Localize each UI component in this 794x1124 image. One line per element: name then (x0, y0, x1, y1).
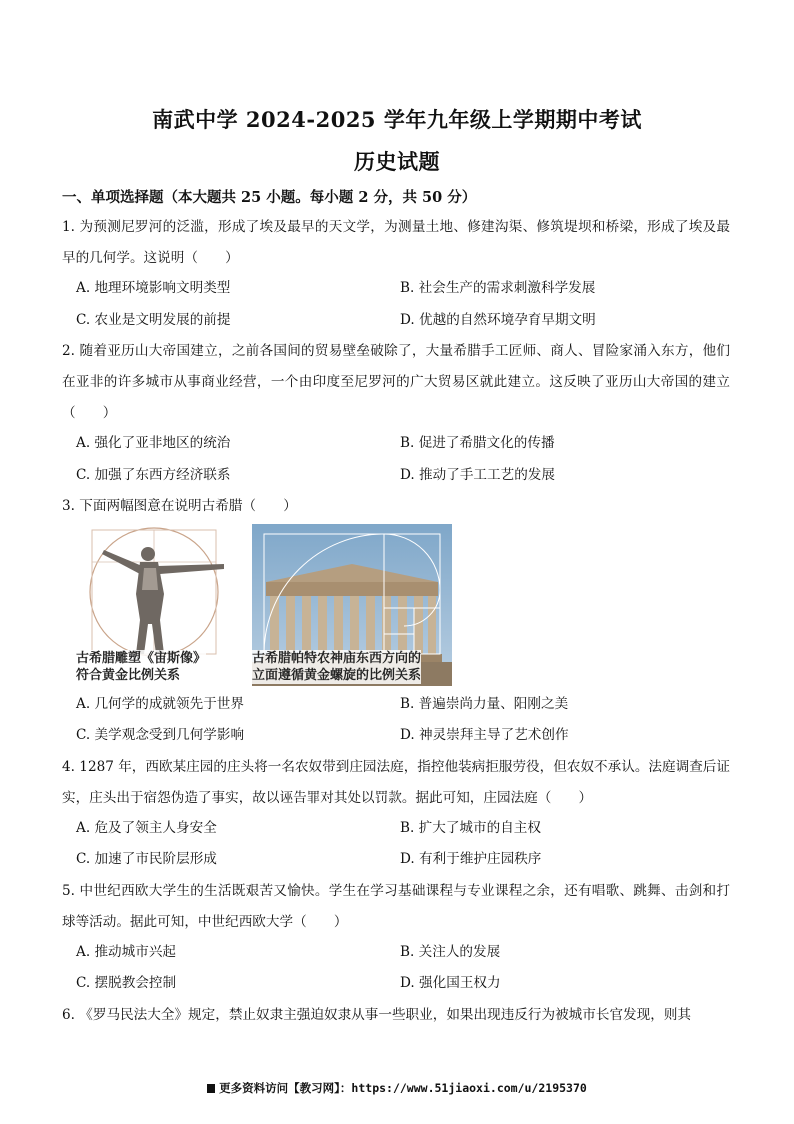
question-5-option-c[interactable]: C. 摆脱教会控制 (76, 975, 177, 991)
question-2-option-d[interactable]: D. 推动了手工工艺的发展 (400, 467, 555, 483)
section-heading: 一、单项选择题（本大题共 25 小题。每小题 2 分，共 50 分） (62, 189, 477, 206)
question-6-stem: 6. 《罗马民法大全》规定，禁止奴隶主强迫奴隶从事一些职业，如果出现违反行为被城市长官发现，则其 (62, 1007, 692, 1023)
question-1-option-a[interactable]: A. 地理环境影响文明类型 (76, 280, 231, 296)
question-3-stem: 3. 下面两幅图意在说明古希腊（ ） (62, 498, 297, 514)
question-1-option-c[interactable]: C. 农业是文明发展的前提 (76, 312, 231, 328)
question-1-stem: 1. 为预测尼罗河的泛滥，形成了埃及最早的天文学，为测量土地、修建沟渠、修筑堤坝和桥梁，形成了埃及最早的几何学。这说明（ ） (62, 219, 730, 266)
question-3-option-c[interactable]: C. 美学观念受到几何学影响 (76, 727, 245, 743)
question-4-option-d[interactable]: D. 有利于维护庄园秩序 (400, 851, 542, 867)
question-1-option-b[interactable]: B. 社会生产的需求刺激科学发展 (400, 280, 596, 296)
footer-link[interactable] (0, 1080, 794, 1096)
flag-icon (207, 1084, 215, 1093)
question-5-option-b[interactable]: B. 关注人的发展 (400, 944, 501, 960)
question-4-option-c[interactable]: C. 加速了市民阶层形成 (76, 851, 217, 867)
exam-title: 南武中学 2024-2025 学年九年级上学期期中考试 (152, 107, 642, 132)
parthenon-caption-line-2: 立面遵循黄金螺旋的比例关系 (252, 668, 422, 683)
question-4-option-a[interactable]: A. 危及了领主人身安全 (76, 820, 217, 836)
question-3-option-b[interactable]: B. 普遍崇尚力量、阳刚之美 (400, 696, 569, 712)
question-1-option-d[interactable]: D. 优越的自然环境孕育早期文明 (400, 312, 596, 328)
question-3-option-d[interactable]: D. 神灵崇拜主导了艺术创作 (400, 727, 569, 743)
exam-subject: 历史试题 (354, 149, 440, 174)
question-2-option-c[interactable]: C. 加强了东西方经济联系 (76, 467, 231, 483)
question-2-option-a[interactable]: A. 强化了亚非地区的统治 (76, 435, 231, 451)
question-2-stem: 2. 随着亚历山大帝国建立，之前各国间的贸易壁垒破除了，大量希腊手工匠师、商人、冒险家涌入东方，他们在亚非的许多城市从事商业经营，一个由印度至尼罗河的广大贸易区就此建立。这反映了亚历山大帝国的建立（ ） (62, 343, 730, 421)
question-5-option-d[interactable]: D. 强化国王权力 (400, 975, 501, 991)
question-3-option-a[interactable]: A. 几何学的成就领先于世界 (76, 696, 244, 712)
question-5-option-a[interactable]: A. 推动城市兴起 (76, 944, 177, 960)
question-3-figures (74, 524, 454, 686)
question-4-option-b[interactable]: B. 扩大了城市的自主权 (400, 820, 541, 836)
question-4-stem: 4. 1287 年，西欧某庄园的庄头将一名农奴带到庄园法庭，指控他装病拒服劳役，但农奴不承认。法庭调查后证实，庄头出于宿怨伪造了事实，故以诬告罪对其处以罚款。据此可知，庄园法庭（ ） (62, 759, 730, 806)
zeus-caption-line-2: 符合黄金比例关系 (76, 668, 181, 683)
footer-text[interactable]: 更多资料访问【教习网】：https://www.51jiaoxi.com/u/2195370 (219, 1081, 587, 1095)
parthenon-caption-line-1: 古希腊帕特农神庙东西方向的 (252, 651, 422, 666)
question-2-option-b[interactable]: B. 促进了希腊文化的传播 (400, 435, 555, 451)
question-5-stem: 5. 中世纪西欧大学生的生活既艰苦又愉快。学生在学习基础课程与专业课程之余，还有唱歌、跳舞、击剑和打球等活动。据此可知，中世纪西欧大学（ ） (62, 883, 730, 930)
zeus-caption-line-1: 古希腊雕塑《宙斯像》 (76, 651, 207, 666)
